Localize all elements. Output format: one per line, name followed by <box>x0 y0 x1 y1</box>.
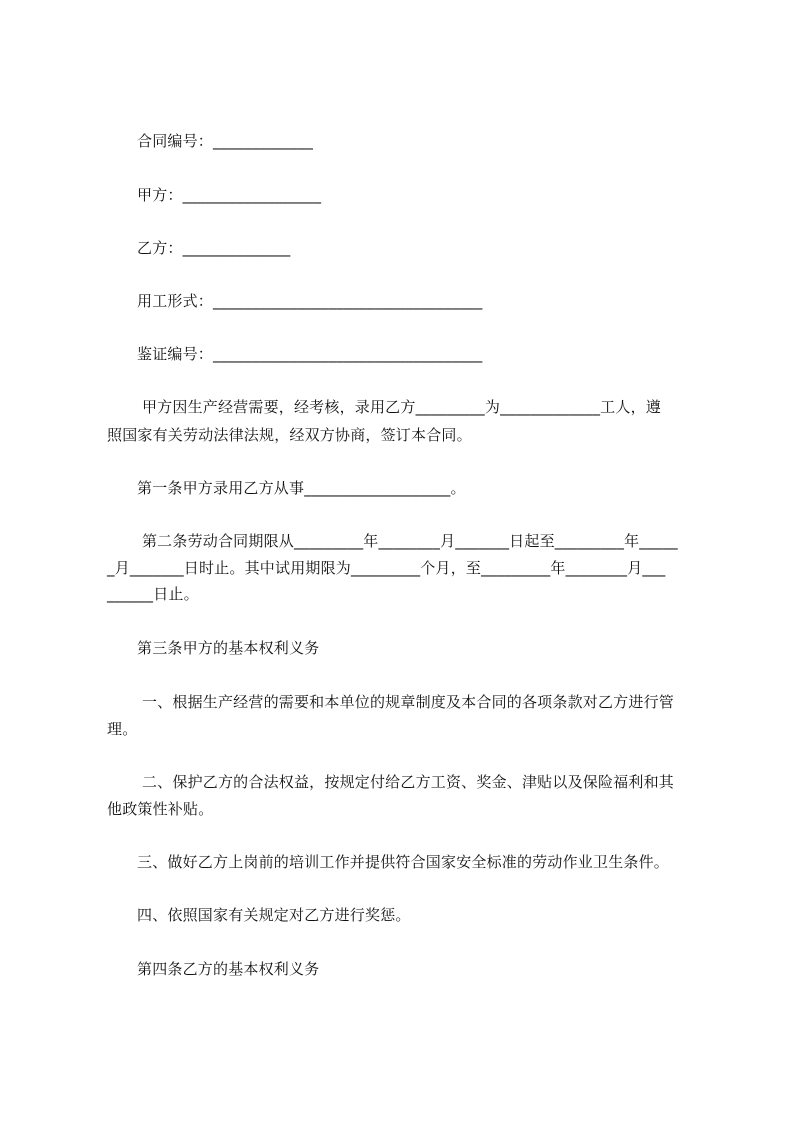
article-3-item-2-line-1: 二、保护乙方的合法权益，按规定付给乙方工资、奖金、津贴以及保险福利和其 <box>137 773 674 791</box>
article-2-line-3: ______日止。 <box>107 585 199 603</box>
article-3-item-2-line-2: 他政策性补贴。 <box>107 800 214 818</box>
article-3-item-1-line-1: 一、根据生产经营的需要和本单位的规章制度及本合同的各项条款对乙方进行管 <box>137 693 674 711</box>
employment-form-field: 用工形式：___________________________________ <box>137 292 483 310</box>
article-4-title: 第四条乙方的基本权利义务 <box>137 960 320 978</box>
intro-line-2: 照国家有关劳动法律法规，经双方协商，签订本合同。 <box>107 426 472 444</box>
article-3-title: 第三条甲方的基本权利义务 <box>137 639 320 657</box>
verification-number-field: 鉴证编号：___________________________________ <box>137 345 483 363</box>
article-3-item-3: 三、做好乙方上岗前的培训工作并提供符合国家安全标准的劳动作业卫生条件。 <box>137 853 670 871</box>
party-b-field: 乙方：______________ <box>137 239 291 257</box>
article-1: 第一条甲方录用乙方从事___________________。 <box>137 479 466 497</box>
article-3-item-4: 四、依照国家有关规定对乙方进行奖惩。 <box>137 906 411 924</box>
intro-line-1: 甲方因生产经营需要，经考核，录用乙方_________为_____________工人，遵 <box>137 398 661 416</box>
article-3-item-1-line-2: 理。 <box>107 720 138 738</box>
article-2-line-2: _月_______日时止。其中试用期限为_________个月，至_________年________月___ <box>107 559 666 577</box>
article-2-line-1: 第二条劳动合同期限从_________年________月_______日起至_________年_____ <box>137 532 678 550</box>
party-a-field: 甲方：__________________ <box>137 186 322 204</box>
contract-number-field: 合同编号：_____________ <box>137 132 314 150</box>
